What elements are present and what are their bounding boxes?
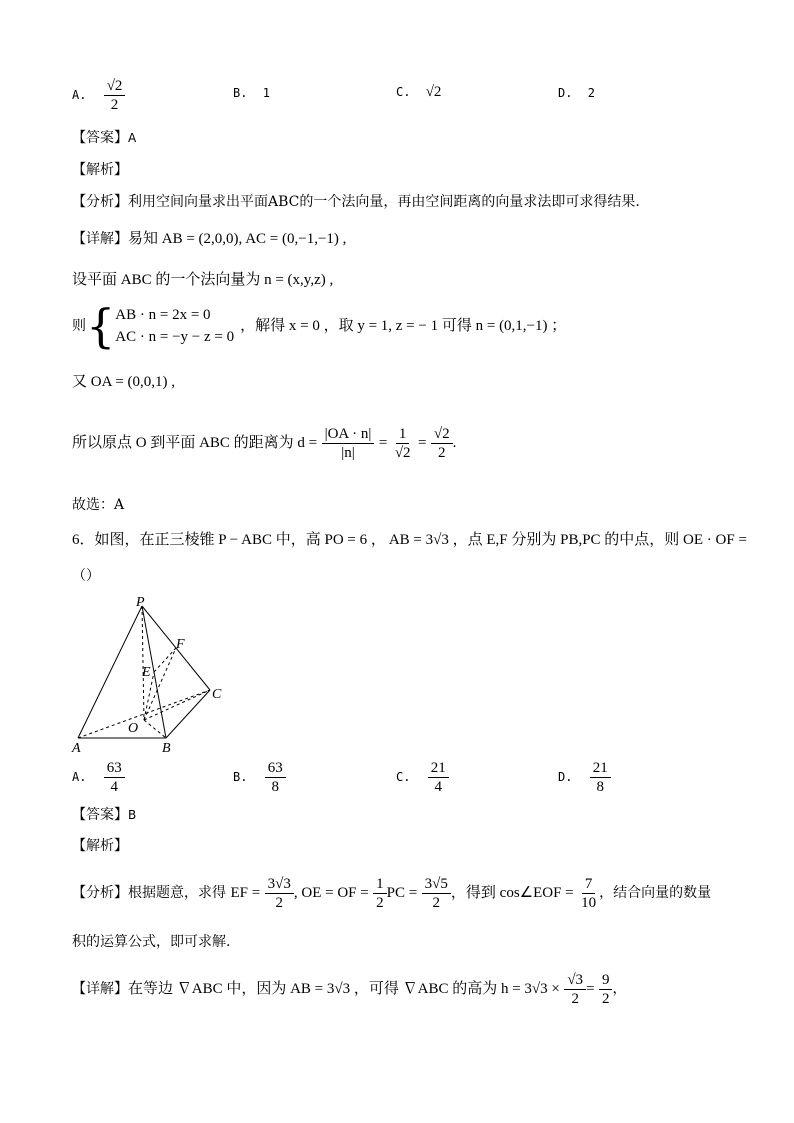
q5-conclusion: 故选：A — [72, 497, 125, 513]
fenxi-ef: EF = — [230, 885, 261, 901]
option-letter: D. — [558, 770, 573, 784]
fenxi-oe: , OE = OF = — [293, 885, 369, 901]
label-a: A — [72, 741, 81, 754]
option-letter: A. — [72, 88, 87, 102]
q6-option-c — [396, 760, 449, 795]
fenxi-text: 利用空间向量求出平面ABC的一个法向量，再由空间距离的向量求法即可求得结果. — [128, 194, 640, 210]
q6-fenxi — [72, 872, 711, 914]
distance-fraction-2: $\frac{1}{√2}$ — [394, 425, 411, 461]
option-fraction: $\frac{63}{8}$ — [265, 760, 286, 795]
seg-of — [144, 648, 176, 720]
q6-xiangjie — [72, 968, 626, 1010]
q5-option-b — [233, 86, 270, 100]
option-letter: C. — [396, 85, 411, 99]
label-e: E — [142, 665, 151, 680]
normal-vector-text: 设平面 ABC 的一个法向量为 n = (x,y,z) , — [72, 272, 334, 288]
distance-fraction-3: $\frac{√2}{2}$ — [431, 426, 453, 461]
q6-stem — [72, 530, 747, 550]
q5-answer — [72, 128, 136, 148]
q5-option-d — [558, 86, 595, 100]
answer-tag: 【答案】 — [72, 130, 128, 146]
label-o: O — [128, 721, 139, 736]
option-value: 1 — [262, 86, 270, 100]
q6-answer — [72, 805, 136, 825]
q5-normal-vector-line — [72, 270, 333, 290]
fenxi-pre: 根据题意，求得 — [128, 885, 226, 901]
q5-option-c — [396, 84, 441, 101]
option-letter: B. — [233, 86, 248, 100]
option-fraction: $\frac{63}{4}$ — [104, 760, 125, 795]
seg-ob — [144, 720, 166, 738]
q5-xiangjie-line1 — [72, 229, 346, 249]
pyramid-figure — [70, 594, 230, 754]
nine-half-fraction: $\frac{9}{2}$ — [599, 972, 613, 1007]
q6-stem-paren: （） — [72, 568, 100, 584]
seg-ef — [154, 648, 176, 672]
option-value: 2 — [587, 86, 595, 100]
option-letter: A. — [72, 770, 87, 784]
option-value: √2 — [425, 84, 442, 100]
system-suffix: ，解得 x = 0 ，取 y = 1, z = − 1 可得 n = (0,1,−1) ； — [240, 318, 567, 334]
label-b: B — [162, 741, 171, 754]
equals-sign: = — [586, 981, 595, 997]
option-letter: B. — [233, 770, 248, 784]
xiangjie-tag: 【详解】 — [72, 981, 128, 997]
label-f: F — [176, 637, 185, 652]
label-p: P — [136, 595, 145, 610]
q6-option-a — [72, 760, 125, 795]
system-prefix: 则 — [72, 318, 86, 334]
q6-analysis-heading: 【解析】 — [72, 838, 128, 854]
q6-option-d — [558, 760, 611, 795]
system-row-2: AC · n = −y − z = 0 — [115, 329, 235, 345]
fenxi-pc: PC = — [386, 885, 418, 901]
option-fraction: $\frac{21}{8}$ — [590, 760, 611, 795]
fenxi-tail: ，结合向量的数量 — [599, 885, 712, 901]
q5-oa-line — [72, 372, 175, 392]
edge-bc — [166, 690, 210, 738]
q5-option-a — [72, 78, 125, 113]
option-letter: D. — [558, 86, 573, 100]
fenxi-tag: 【分析】 — [72, 885, 128, 901]
option-letter: C. — [396, 770, 411, 784]
fenxi-tag: 【分析】 — [72, 194, 128, 210]
left-brace-icon: { — [86, 299, 116, 353]
half-fraction: $\frac{1}{2}$ — [373, 876, 387, 911]
edge-pa — [78, 606, 142, 738]
option-fraction: $\frac{21}{4}$ — [428, 760, 449, 795]
q5-analysis-heading: 【解析】 — [72, 162, 128, 178]
q6-fenxi-line2: 积的运算公式，即可求解. — [72, 934, 231, 950]
distance-fraction-1: $\frac{|OA \cdot n|}{|n|}$ — [322, 426, 375, 461]
ef-fraction: $\frac{3√3}{2}$ — [265, 876, 294, 911]
sqrt3-half-fraction: $\frac{√3}{2}$ — [564, 972, 586, 1007]
cos-fraction: $\frac{7}{10}$ — [581, 875, 597, 911]
pc-fraction: $\frac{3√5}{2}$ — [422, 876, 451, 911]
vector-line: 易知 AB = (2,0,0), AC = (0,−1,−1) , — [128, 231, 347, 247]
answer-value: B — [128, 808, 137, 822]
answer-tag: 【答案】 — [72, 807, 128, 823]
q5-system-line — [72, 299, 567, 353]
q5-distance-line: 所以原点 O 到平面 ABC 的距离为 d = $\frac{|OA \cdot n|}{|n|}$ = $\frac{1}{√2}$ = $\frac{√2}{2}$ . — [72, 425, 457, 461]
distance-prefix: 所以原点 O 到平面 ABC 的距离为 d = — [72, 435, 318, 451]
xiangjie-tag: 【详解】 — [72, 231, 128, 247]
q6-stem-text: 6．如图，在正三棱锥 P − ABC 中，高 PO = 6 ， AB = 3√3 ，点 E,F 分别为 PB,PC 的中点，则 OE · OF = — [72, 532, 747, 548]
xiangjie-pre: 在等边 ∇ABC 中，因为 AB = 3√3 ，可得 ∇ABC 的高为 h = 3√3 × — [128, 981, 560, 997]
equation-system — [115, 304, 234, 348]
q6-option-b — [233, 760, 286, 795]
height-po — [142, 606, 144, 720]
xiangjie-end: ， — [612, 981, 627, 997]
answer-value: A — [128, 131, 137, 145]
label-c: C — [212, 687, 222, 702]
option-fraction: $\frac{√2}{2}$ — [104, 78, 126, 113]
q5-fenxi — [72, 192, 640, 212]
oa-vector-text: 又 OA = (0,0,1) , — [72, 374, 176, 390]
system-row-1: AB · n = 2x = 0 — [115, 307, 211, 323]
fenxi-cos: ，得到 cos∠EOF = — [450, 885, 574, 901]
seg-oc — [144, 690, 210, 720]
